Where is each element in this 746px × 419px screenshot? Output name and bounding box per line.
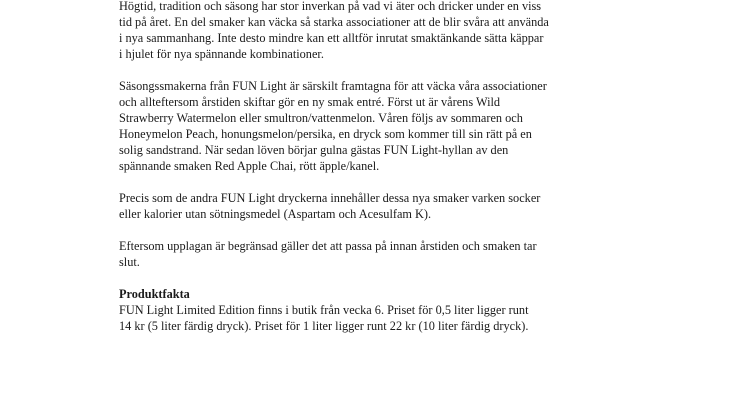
document-body bbox=[119, 0, 639, 350]
text-line: solig sandstrand. När sedan löven börjar gulna gästas FUN Light-hyllan av den bbox=[119, 143, 509, 157]
text-line: FUN Light Limited Edition finns i butik från vecka 6. Priset för 0,5 liter ligger runt bbox=[119, 303, 529, 317]
text-line: tid på året. En del smaker kan väcka så starka associationer att de blir svåra att använda bbox=[119, 15, 549, 29]
text-line: Säsongssmakerna från FUN Light är särskilt framtagna för att väcka våra associationer bbox=[119, 79, 547, 93]
text-line: i nya sammanhang. Inte desto mindre kan ett alltför inrutat smaktänkande sätta käppar bbox=[119, 31, 544, 45]
text-line: Precis som de andra FUN Light dryckerna innehåller dessa nya smaker varken socker bbox=[119, 191, 541, 205]
text-line: Högtid, tradition och säsong har stor inverkan på vad vi äter och dricker under en viss bbox=[119, 0, 542, 13]
text-line: slut. bbox=[119, 255, 140, 269]
text-line: och allteftersom årstiden skiftar gör en ny smak entré. Först ut är vårens Wild bbox=[119, 95, 501, 109]
paragraph-seasonal-flavors bbox=[119, 78, 639, 174]
text-line: i hjulet för nya spännande kombinationer. bbox=[119, 47, 324, 61]
product-facts-section bbox=[119, 286, 639, 334]
product-facts-heading: Produktfakta bbox=[119, 287, 190, 301]
paragraph-ingredients bbox=[119, 190, 639, 222]
paragraph-intro bbox=[119, 0, 639, 62]
text-line: Strawberry Watermelon eller smultron/vattenmelon. Våren följs av sommaren och bbox=[119, 111, 523, 125]
text-line: spännande smaken Red Apple Chai, rött äpple/kanel. bbox=[119, 159, 380, 173]
text-line: 14 kr (5 liter färdig dryck). Priset för 1 liter ligger runt 22 kr (10 liter färdig dryck). bbox=[119, 319, 529, 333]
text-line: Honeymelon Peach, honungsmelon/persika, en dryck som kommer till sin rätt på en bbox=[119, 127, 532, 141]
text-line: eller kalorier utan sötningsmedel (Aspartam och Acesulfam K). bbox=[119, 207, 432, 221]
text-line: Eftersom upplagan är begränsad gäller det att passa på innan årstiden och smaken tar bbox=[119, 239, 537, 253]
paragraph-limited-edition bbox=[119, 238, 639, 270]
